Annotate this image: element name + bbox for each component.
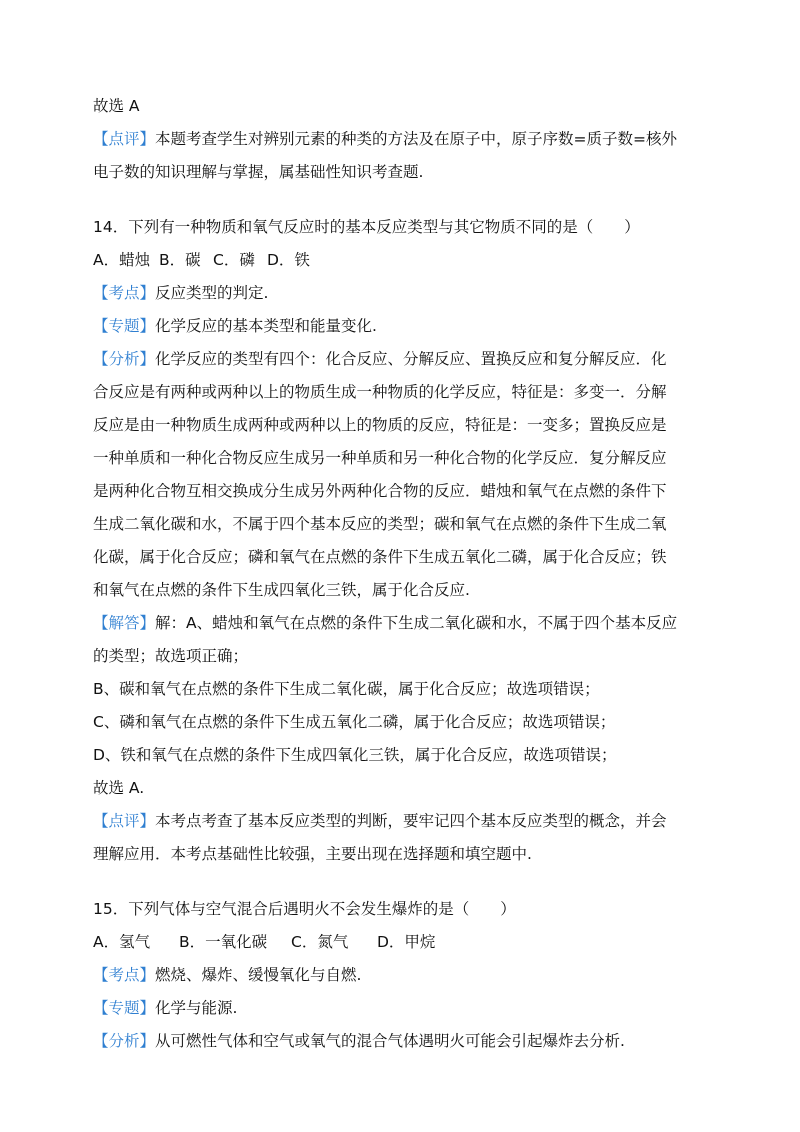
q15-kaodian [93,965,710,985]
zhuanti-text: 化学反应的基本类型和能量变化. [155,317,377,335]
q14-review-line-2: 理解应用．本考点基础性比较强，主要出现在选择题和填空题中. [93,845,532,863]
q14-answer: 故选 A. [93,779,145,797]
kaodian-text: 燃烧、爆炸、缓慢氧化与自燃. [155,966,362,984]
q15-zhuanti [93,998,710,1018]
q14-jieda-line-3: B、碳和氧气在点燃的条件下生成二氧化碳，属于化合反应；故选项错误； [93,680,600,698]
q14-option-b: B．碳 [159,251,201,269]
fenxi-tag: 【分析】 [93,1032,156,1050]
q15-option-d: D．甲烷 [377,933,436,951]
q14-fenxi-line-3: 反应是由一种物质生成两种或两种以上的物质的反应，特征是：一变多；置换反应是 [93,416,667,434]
q14-options [93,250,710,270]
fenxi-text: 从可燃性气体和空气或氧气的混合气体遇明火可能会引起爆炸去分析. [155,1032,625,1050]
q14-fenxi-line-4: 一种单质和一种化合物反应生成另一种单质和另一种化合物的化学反应．复分解反应 [93,449,667,467]
kaodian-tag: 【考点】 [93,966,156,984]
q14-fenxi-line-6: 生成二氧化碳和水，不属于四个基本反应的类型；碳和氧气在点燃的条件下生成二氧 [93,515,667,533]
q14-question: 14．下列有一种物质和氧气反应时的基本反应类型与其它物质不同的是（ ） [93,218,640,236]
q14-option-d: D．铁 [267,251,310,269]
review-tag: 【点评】 [93,812,156,830]
q14-jieda-line-2: 的类型；故选项正确； [93,647,249,665]
kaodian-text: 反应类型的判定. [155,284,269,302]
fenxi-text: 化学反应的类型有四个：化合反应、分解反应、置换反应和复分解反应．化 [155,350,667,368]
q14-kaodian [93,283,710,303]
q15-options [93,932,710,952]
q14-jieda-line-1 [93,613,710,633]
jieda-text: 解：A、蜡烛和氧气在点燃的条件下生成二氧化碳和水，不属于四个基本反应 [155,614,678,632]
kaodian-tag: 【考点】 [93,284,156,302]
jieda-tag: 【解答】 [93,614,156,632]
q14-fenxi-line-1 [93,349,710,369]
q14-option-a: A．蜡烛 [93,251,151,269]
q14-fenxi-line-5: 是两种化合物互相交换成分生成另外两种化合物的反应．蜡烛和氧气在点燃的条件下 [93,482,667,500]
zhuanti-text: 化学与能源. [155,999,238,1017]
review-text: 本考点考查了基本反应类型的判断，要牢记四个基本反应类型的概念，并会 [155,812,667,830]
q13-review-line-1 [93,129,710,149]
q14-zhuanti [93,316,710,336]
q15-option-c: C．氮气 [291,933,349,951]
q14-fenxi-line-7: 化碳，属于化合反应；磷和氧气在点燃的条件下生成五氧化二磷，属于化合反应；铁 [93,548,667,566]
q14-option-c: C．磷 [213,251,255,269]
q14-jieda-line-4: C、磷和氧气在点燃的条件下生成五氧化二磷，属于化合反应；故选项错误； [93,713,616,731]
q15-option-b: B．一氧化碳 [179,933,268,951]
review-tag: 【点评】 [93,130,156,148]
q14-jieda-line-5: D、铁和氧气在点燃的条件下生成四氧化三铁，属于化合反应，故选项错误； [93,746,617,764]
q13-answer: 故选 A [93,97,140,115]
q14-fenxi-line-2: 合反应是有两种或两种以上的物质生成一种物质的化学反应，特征是：多变一．分解 [93,383,667,401]
q14-review-line-1 [93,811,710,831]
q14-fenxi-line-8: 和氧气在点燃的条件下生成四氧化三铁，属于化合反应. [93,581,470,599]
zhuanti-tag: 【专题】 [93,999,156,1017]
review-text: 本题考查学生对辨别元素的种类的方法及在原子中，原子序数=质子数=核外 [155,130,677,148]
q15-fenxi-line-1 [93,1031,710,1051]
q15-option-a: A．氢气 [93,933,151,951]
q15-question: 15．下列气体与空气混合后遇明火不会发生爆炸的是（ ） [93,900,516,918]
fenxi-tag: 【分析】 [93,350,156,368]
zhuanti-tag: 【专题】 [93,317,156,335]
q13-review-line-2: 电子数的知识理解与掌握，属基础性知识考查题. [93,163,424,181]
